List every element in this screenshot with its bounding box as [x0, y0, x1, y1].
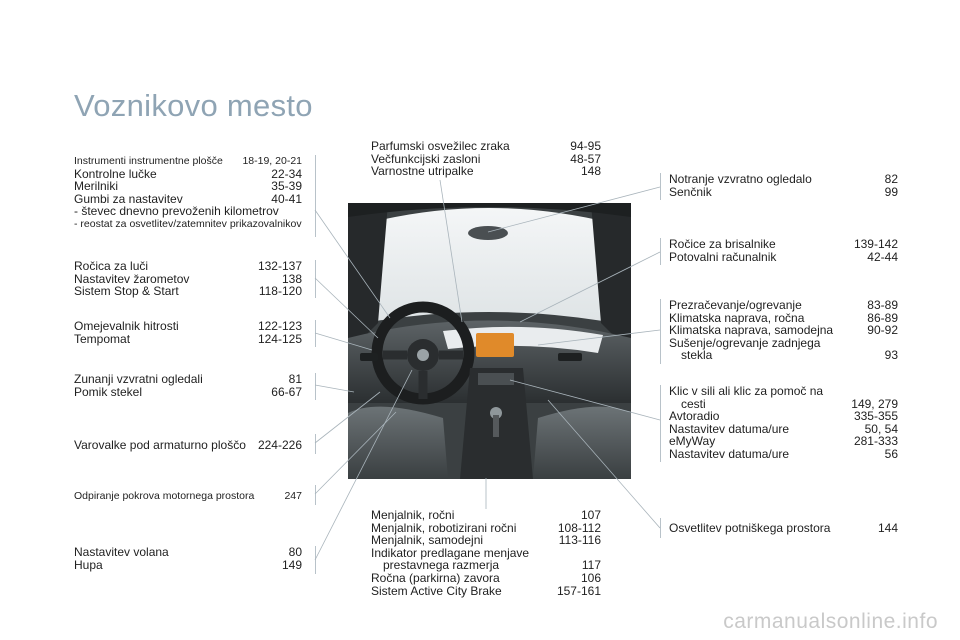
entry-label: stekla — [681, 348, 713, 363]
right-group-audio — [669, 385, 898, 461]
right-divider — [660, 518, 661, 538]
index-entry — [74, 333, 302, 346]
entry-label: Odpiranje pokrova motornega prostora — [74, 490, 255, 502]
entry-label: Hupa — [74, 557, 103, 572]
index-entry — [371, 572, 601, 585]
index-entry — [669, 522, 898, 535]
entry-pages — [892, 385, 898, 398]
entry-pages: 281-333 — [853, 434, 898, 449]
entry-pages: 148 — [580, 164, 601, 179]
left-divider — [315, 373, 316, 400]
index-entry — [74, 260, 302, 273]
entry-label: Osvetlitev potniškega prostora — [669, 521, 831, 535]
entry-label: Sušenje/ogrevanje zadnjega — [669, 335, 821, 350]
entry-pages: 94-95 — [570, 139, 601, 153]
right-divider — [660, 238, 661, 265]
page-title: Voznikovo mesto — [74, 88, 313, 123]
left-divider — [315, 434, 316, 454]
entry-pages: 82 — [884, 172, 898, 186]
entry-pages: 247 — [284, 490, 302, 502]
entry-label: Ročice za brisalnike — [669, 237, 776, 251]
index-entry — [669, 238, 898, 251]
entry-label: Merilniki — [74, 179, 119, 194]
index-entry — [74, 490, 302, 503]
index-entry — [74, 180, 302, 193]
entry-pages: 132-137 — [257, 259, 302, 273]
index-entry — [371, 585, 601, 598]
entry-pages: 50, 54 — [864, 421, 898, 436]
entry-pages: 149 — [281, 557, 302, 572]
entry-pages: 106 — [580, 570, 601, 585]
entry-label: prestavnega razmerja — [383, 558, 500, 573]
entry-label: Parfumski osvežilec zraka — [371, 139, 510, 153]
entry-label: Potovalni računalnik — [669, 249, 777, 264]
entry-label: Pomik stekel — [74, 384, 143, 399]
index-entry — [669, 324, 898, 337]
entry-label: Nastavitev žarometov — [74, 271, 190, 286]
entry-pages: 40-41 — [271, 191, 302, 206]
entry-pages: 224-226 — [257, 438, 302, 452]
right-divider — [660, 299, 661, 364]
index-entry — [74, 386, 302, 399]
entry-pages: 113-116 — [558, 533, 601, 548]
index-entry — [371, 534, 601, 547]
left-divider — [315, 320, 316, 347]
entry-label: Tempomat — [74, 331, 131, 346]
center-top-group — [371, 140, 601, 178]
entry-pages: 86-89 — [867, 310, 898, 325]
entry-pages: 335-355 — [853, 409, 898, 424]
watermark: carmanualsonline.info — [723, 610, 938, 633]
entry-label: Varovalke pod armaturno ploščo — [74, 438, 246, 452]
index-entry — [74, 546, 302, 559]
entry-pages: 42-44 — [867, 249, 898, 264]
entry-pages: 22-34 — [271, 166, 302, 181]
entry-pages: 48-57 — [570, 151, 601, 166]
entry-pages: 81 — [288, 372, 302, 386]
index-entry — [74, 205, 302, 218]
index-entry — [371, 509, 601, 522]
entry-pages: 149, 279 — [851, 396, 898, 411]
right-group-lighting — [669, 522, 898, 535]
entry-pages: 93 — [884, 348, 898, 363]
entry-label: Ročna (parkirna) zavora — [371, 570, 500, 585]
entry-label: eMyWay — [669, 434, 716, 449]
index-entry — [74, 155, 302, 168]
entry-label: Indikator predlagane menjave — [371, 545, 530, 560]
entry-pages: 35-39 — [271, 179, 302, 194]
left-group-lights — [74, 260, 302, 298]
entry-pages: 144 — [877, 521, 898, 535]
index-entry — [74, 320, 302, 333]
left-group-mirrors — [74, 373, 302, 398]
entry-label: Klic v sili ali klic za pomoč na — [669, 384, 824, 398]
entry-pages — [302, 218, 308, 231]
cockpit-photo — [348, 203, 631, 479]
entry-label: Prezračevanje/ogrevanje — [669, 298, 802, 312]
index-entry — [74, 218, 302, 231]
index-entry — [669, 299, 898, 312]
entry-pages — [296, 205, 302, 218]
entry-label: Sistem Stop & Start — [74, 284, 179, 299]
entry-pages: 117 — [581, 558, 601, 573]
entry-label: Menjalnik, samodejni — [371, 533, 484, 548]
entry-label: Gumbi za nastavitev — [74, 191, 183, 206]
entry-pages: 139-142 — [853, 237, 898, 251]
left-group-bonnet — [74, 490, 302, 503]
right-group-mirror — [669, 173, 898, 198]
cockpit-illustration — [348, 203, 631, 479]
index-entry — [74, 373, 302, 386]
right-divider — [660, 173, 661, 200]
entry-pages: 118-120 — [258, 284, 302, 299]
entry-pages: 108-112 — [557, 520, 601, 535]
entry-label: - reostat za osvetlitev/zatemnitev prikazovalnikov — [74, 217, 302, 230]
entry-label: Menjalnik, robotizirani ročni — [371, 520, 517, 535]
entry-label: Nastavitev volana — [74, 545, 169, 559]
entry-label: Večfunkcijski zasloni — [371, 151, 481, 166]
index-entry — [74, 439, 302, 452]
left-group-instruments — [74, 155, 302, 231]
index-entry — [669, 251, 898, 264]
index-entry — [74, 285, 302, 298]
entry-pages: 56 — [884, 446, 898, 461]
entry-label: Nastavitev datuma/ure — [669, 446, 790, 461]
entry-label: Klimatska naprava, ročna — [669, 310, 805, 325]
right-divider — [660, 385, 661, 462]
index-entry — [669, 448, 898, 461]
index-entry — [371, 140, 601, 153]
entry-label: Ročica za luči — [74, 259, 149, 273]
entry-label: Notranje vzvratno ogledalo — [669, 172, 812, 186]
entry-pages: 122-123 — [257, 319, 302, 333]
index-entry — [74, 559, 302, 572]
entry-label: Kontrolne lučke — [74, 166, 157, 181]
entry-pages: 99 — [884, 184, 898, 199]
entry-pages: 124-125 — [257, 331, 302, 346]
entry-pages: 83-89 — [867, 298, 898, 312]
left-group-fuses — [74, 439, 302, 452]
center-bottom-group — [371, 509, 601, 597]
index-entry — [669, 173, 898, 186]
index-entry — [669, 349, 898, 362]
entry-pages: 66-67 — [271, 384, 302, 399]
index-entry — [371, 165, 601, 178]
entry-label: Zunanji vzvratni ogledali — [74, 372, 203, 386]
entry-label: Sistem Active City Brake — [371, 583, 502, 598]
entry-label: Avtoradio — [669, 409, 720, 424]
index-entry — [669, 186, 898, 199]
left-divider — [315, 485, 316, 505]
index-entry — [669, 385, 898, 398]
entry-label: Menjalnik, ročni — [371, 508, 455, 522]
entry-pages: 18-19, 20-21 — [242, 155, 302, 167]
entry-label: Klimatska naprava, samodejna — [669, 323, 834, 338]
left-group-steering — [74, 546, 302, 571]
entry-label: Nastavitev datuma/ure — [669, 421, 790, 436]
entry-label: cesti — [681, 396, 706, 411]
entry-label: Senčnik — [669, 184, 712, 199]
right-group-wipers — [669, 238, 898, 263]
left-divider — [315, 260, 316, 298]
entry-label: Omejevalnik hitrosti — [74, 319, 179, 333]
entry-pages: 107 — [580, 508, 601, 522]
entry-label: Varnostne utripalke — [371, 164, 474, 179]
entry-pages: 90-92 — [867, 323, 898, 338]
entry-label: Instrumenti instrumentne plošče — [74, 155, 223, 167]
entry-pages: 138 — [281, 271, 302, 286]
left-group-speed — [74, 320, 302, 345]
right-group-climate — [669, 299, 898, 362]
index-entry — [669, 410, 898, 423]
left-divider — [315, 155, 316, 237]
entry-pages: 80 — [288, 545, 302, 559]
entry-pages: 157-161 — [556, 583, 601, 598]
entry-label: - števec dnevno prevoženih kilometrov — [74, 204, 279, 219]
left-divider — [315, 546, 316, 574]
